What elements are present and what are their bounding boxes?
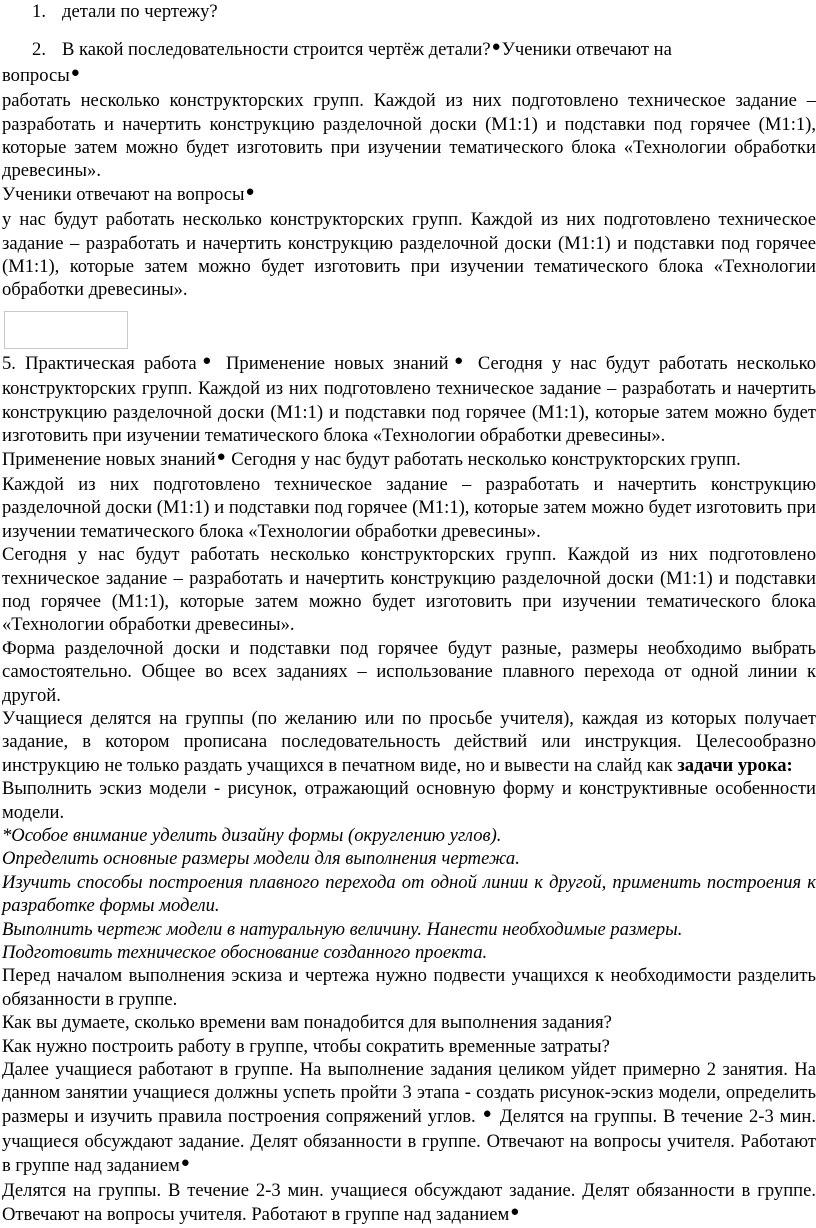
bullet-icon: ● — [491, 39, 501, 56]
paragraph: Каждой из них подготовлено техническое задание – разработать и начертить конструкцию разделочной доски (М1:1) и подставки под горячее (М1:1), которые затем можно будет изготовить при изучении тематического блока «Технологии обработки древесины». — [2, 473, 816, 542]
paragraph: у нас будут работать несколько конструкторских групп. Каждой из них подготовлено техническое задание – разработать и начертить конструкцию разделочной доски (М1:1) и подставки под горячее (М1:1), которые затем можно будет изготовить при изучении тематического блока «Технологии обработки древесины». — [2, 209, 816, 301]
italic-line: *Особое внимание уделить дизайну формы (округлению углов). — [2, 825, 502, 846]
bullet-icon: ● — [197, 352, 216, 369]
paragraph — [2, 1179, 816, 1228]
paragraph: Форма разделочной доски и подставки под горячее будут разные, размеры необходимо выбрать самостоятельно. Общее во всех заданиях – использование плавного перехода от одной линии к другой. — [2, 637, 816, 706]
paragraph — [2, 1058, 816, 1179]
bullet-icon: ● — [449, 352, 468, 369]
italic-line: Подготовить техническое обоснование созданного проекта. — [2, 942, 488, 964]
text-run: 5. Практическая работа — [2, 352, 197, 374]
bullet-icon: ● — [216, 448, 226, 465]
text-run: Далее учащиеся работают в группе. На выполнение задания целиком уйдет примерно 2 занятия. На данном занятии учащиеся должны успеть пройти 3 этапа - создать рисунок-эскиз модели, определить размеры и изучить правила построения сопряжений углов. — [2, 1059, 816, 1127]
list-number: 2. — [32, 39, 46, 61]
paragraph: работать несколько конструкторских групп. Каждой из них подготовлено техническое задание – разработать и начертить конструкцию разделочной доски (М1:1) и подставки под горячее (М1:1), которые затем можно будет изготовить при изучении тематического блока «Технологии обработки древесины». — [2, 90, 816, 182]
bullet-icon: ● — [180, 1154, 190, 1171]
text-run: Делятся на группы. В течение 2-3 мин. учащиеся обсуждают задание. Делят обязанности в группе. Отвечают на вопросы учителя. Работают в группе над заданием — [2, 1105, 816, 1176]
text-run: Сегодня у нас будут работать несколько конструкторских групп. Каждой из них подготовлено техническое задание – разработать и начертить конструкцию разделочной доски (М1:1) и подставки под горячее (М1:1), которые затем можно будет изготовить при изучении тематического блока «Технологии обработки древесины». — [2, 352, 816, 447]
text-run: Сегодня у нас будут работать несколько конструкторских групп. — [226, 448, 741, 470]
bullet-icon: ● — [510, 1203, 520, 1220]
list-text-tail: Ученики отвечают на — [501, 39, 672, 61]
list-item-2 — [2, 38, 816, 63]
text-run: Применение новых знаний — [216, 352, 449, 374]
bullet-icon: ● — [245, 183, 255, 200]
paragraph: Как вы думаете, сколько времени вам понадобится для выполнения задания? — [2, 1012, 612, 1034]
bullet-icon: ● — [482, 1105, 493, 1122]
paragraph: Выполнить эскиз модели - рисунок, отражающий основную форму и конструктивные особенности модели. — [2, 778, 816, 823]
bold-text: задачи урока: — [677, 754, 793, 776]
empty-image-frame — [4, 311, 128, 349]
list-text: детали по чертежу? — [62, 1, 218, 22]
italic-line: Выполнить чертеж модели в натуральную величину. Нанести необходимые размеры. — [2, 918, 683, 940]
list-number: 1. — [32, 1, 46, 22]
text-run: Ученики отвечают на вопросы — [2, 183, 245, 205]
bullet-icon: ● — [70, 64, 80, 81]
paragraph: Как нужно построить работу в группе, чтобы сократить временные затраты? — [2, 1035, 610, 1057]
paragraph — [2, 64, 816, 89]
text-run: Применение новых знаний — [2, 448, 216, 470]
italic-line: Изучить способы построения плавного перехода от одной линии к другой, применить построения к разработке формы модели. — [2, 871, 816, 917]
text-run: вопросы — [2, 64, 70, 86]
list-text: В какой последовательности строится чертёж детали? — [62, 39, 491, 61]
paragraph — [2, 183, 816, 208]
paragraph — [2, 352, 816, 448]
paragraph: Перед началом выполнения эскиза и чертежа нужно подвести учащихся к необходимости разделить обязанности в группе. — [2, 965, 816, 1010]
italic-line: Определить основные размеры модели для выполнения чертежа. — [2, 848, 520, 870]
paragraph — [2, 707, 816, 777]
list-item-1 — [2, 0, 816, 23]
paragraph — [2, 448, 816, 473]
paragraph: Сегодня у нас будут работать несколько конструкторских групп. Каждой из них подготовлено техническое задание – разработать и начертить конструкцию разделочной доски (М1:1) и подставки под горячее (М1:1), которые затем можно будет изготовить при изучении тематического блока «Технологии обработки древесины». — [2, 544, 816, 636]
text-run: Делятся на группы. В течение 2-3 мин. учащиеся обсуждают задание. Делят обязанности в группе. Отвечают на вопросы учителя. Работают в группе над заданием — [2, 1180, 816, 1225]
text-run: Учащиеся делятся на группы (по желанию или по просьбе учителя), каждая из которых получает задание, в котором прописана последовательность действий или инструкция. Целесообразно инструкцию не только раздать учащихся в печатном виде, но и вывести на слайд как — [2, 707, 816, 776]
